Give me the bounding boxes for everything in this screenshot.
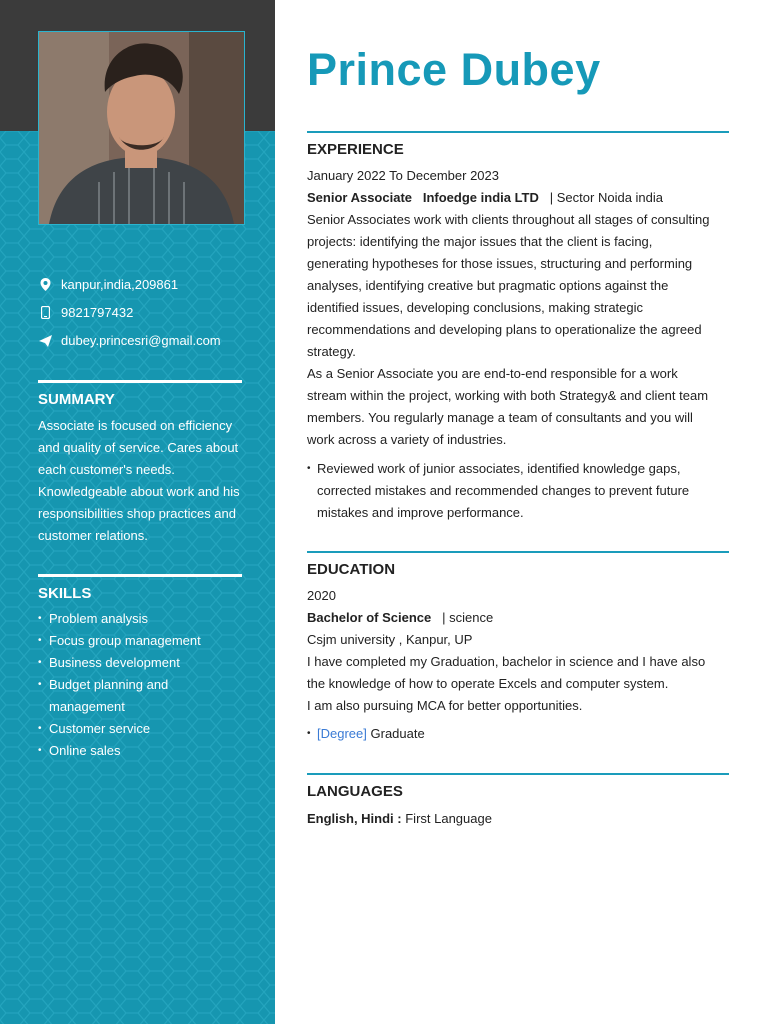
languages-value: First Language bbox=[405, 811, 492, 826]
company-name: Infoedge india LTD bbox=[422, 190, 539, 205]
education-line: the knowledge of how to operate Excels and computer system. bbox=[307, 676, 669, 691]
education-rule bbox=[307, 551, 729, 553]
experience-line: strategy. bbox=[307, 344, 356, 359]
contact-email-text[interactable]: dubey.princesri@gmail.com bbox=[61, 333, 221, 348]
languages-label: English, Hindi : bbox=[307, 811, 402, 826]
summary-line: each customer's needs. bbox=[38, 462, 175, 477]
languages-heading: LANGUAGES bbox=[307, 783, 403, 800]
summary-line: Associate is focused on efficiency bbox=[38, 418, 233, 433]
education-line: I have completed my Graduation, bachelor in science and I have also bbox=[307, 654, 706, 669]
experience-line: projects: identifying the major issues that the client is facing, bbox=[307, 234, 653, 249]
contact-address bbox=[38, 277, 178, 292]
education-heading: EDUCATION bbox=[307, 561, 396, 578]
profile-photo bbox=[38, 31, 245, 225]
summary-heading: SUMMARY bbox=[38, 391, 115, 408]
sector-separator: | bbox=[549, 190, 554, 205]
experience-dates: January 2022 To December 2023 bbox=[307, 168, 499, 183]
degree-value: Graduate bbox=[370, 726, 425, 741]
experience-line: generating hypotheses for those issues, structuring and performing bbox=[307, 256, 693, 271]
job-location: Noida india bbox=[597, 190, 663, 205]
skill-item: • Problem analysis bbox=[38, 608, 248, 630]
experience-line: work across a variety of industries. bbox=[307, 432, 507, 447]
experience-bullet-line: • Reviewed work of junior associates, identified knowledge gaps, bbox=[317, 461, 681, 476]
summary-line: and quality of service. Cares about bbox=[38, 440, 239, 455]
sidebar-pattern bbox=[0, 131, 275, 1024]
education-bullet bbox=[307, 723, 717, 745]
experience-line: members. You regularly manage a team of consultants and you will bbox=[307, 410, 693, 425]
degree-field: | science bbox=[442, 610, 494, 625]
experience-role-line bbox=[307, 187, 717, 209]
skill-item-continuation: management bbox=[49, 699, 125, 714]
contact-phone bbox=[38, 305, 133, 320]
degree-name: Bachelor of Science bbox=[307, 610, 432, 625]
contact-email bbox=[38, 333, 221, 348]
experience-rule bbox=[307, 131, 729, 133]
education-degree-line bbox=[307, 607, 717, 629]
skills-list bbox=[38, 608, 248, 762]
experience-line: As a Senior Associate you are end-to-end responsible for a work bbox=[307, 366, 678, 381]
skills-rule bbox=[38, 574, 242, 577]
experience-line: stream within the project, working with both Strategy& and client team bbox=[307, 388, 709, 403]
mobile-phone-icon bbox=[38, 306, 52, 320]
languages-line bbox=[307, 808, 717, 830]
skill-item: • Focus group management bbox=[38, 630, 248, 652]
candidate-name: Prince Dubey bbox=[307, 44, 601, 95]
languages-rule bbox=[307, 773, 729, 775]
skills-heading: SKILLS bbox=[38, 585, 92, 602]
job-title: Senior Associate bbox=[307, 190, 413, 205]
education-description bbox=[307, 651, 717, 717]
experience-bullet bbox=[307, 458, 717, 524]
summary-line: responsibilities shop practices and bbox=[38, 506, 236, 521]
location-pin-icon bbox=[38, 278, 52, 292]
experience-bullet-line: mistakes and improve performance. bbox=[317, 505, 524, 520]
summary-line: customer relations. bbox=[38, 528, 148, 543]
experience-line: identified issues, developing conclusions, making strategic bbox=[307, 300, 644, 315]
summary-text bbox=[38, 415, 248, 547]
experience-heading: EXPERIENCE bbox=[307, 141, 404, 158]
degree-tag: [Degree] bbox=[317, 726, 367, 741]
sector-label: Sector bbox=[556, 190, 595, 205]
experience-line: Senior Associates work with clients throughout all stages of consulting bbox=[307, 212, 710, 227]
education-year: 2020 bbox=[307, 588, 336, 603]
summary-line: Knowledgeable about work and his bbox=[38, 484, 240, 499]
send-icon bbox=[38, 334, 52, 348]
summary-rule bbox=[38, 380, 242, 383]
skill-item: • Online sales bbox=[38, 740, 248, 762]
skill-item: • Business development bbox=[38, 652, 248, 674]
experience-bullet-line: corrected mistakes and recommended changes to prevent future bbox=[317, 483, 690, 498]
experience-description bbox=[307, 209, 717, 451]
skill-item: • Customer service bbox=[38, 718, 248, 740]
education-institution: Csjm university , Kanpur, UP bbox=[307, 632, 473, 647]
contact-phone-text: 9821797432 bbox=[61, 305, 134, 320]
experience-line: recommendations and developing plans to operationalize the agreed bbox=[307, 322, 702, 337]
contact-address-text: kanpur,india,209861 bbox=[61, 277, 179, 292]
education-line: I am also pursuing MCA for better opportunities. bbox=[307, 698, 583, 713]
experience-line: analyses, identifying creative but pragmatic options against the bbox=[307, 278, 669, 293]
skill-item: • Budget planning and bbox=[38, 674, 248, 696]
